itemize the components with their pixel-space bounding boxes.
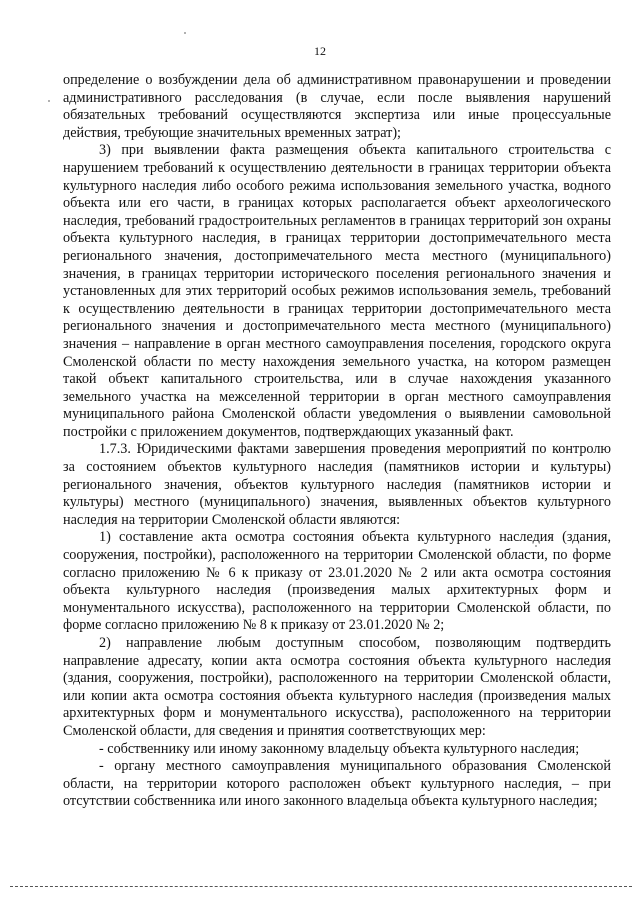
page-number: 12: [314, 44, 326, 58]
list-item-local-authority: - органу местного самоуправления муниципального образования Смоленской области, на территории которого расположен объект культурного наследия, – при отсутствии собственника или иного законного владельца объекта культурного наследия;: [63, 758, 611, 810]
scan-speck: [535, 545, 537, 547]
paragraph-continuation: определение о возбуждении дела об административном правонарушении и проведении административного расследования (в случае, если после выявления нарушений обязательных требований осуществляются экспертиза или иные процессуальные действия, требующие значительных временных затрат);: [63, 72, 611, 141]
paragraph-item-2: 2) направление любым доступным способом, позволяющим подтвердить направление адресату, копии акта осмотра состояния объекта культурного наследия (здания, сооружения, постройки), расположенного на территории Смоленской области, или копии акта осмотра состояния объекта культурного наследия (произведения малых архитектурных форм и монументального искусства), расположенного на территории Смоленской области, для сведения и принятия соответствующих мер:: [63, 635, 611, 739]
paragraph-item-3: 3) при выявлении факта размещения объекта капитального строительства с нарушением требований к осуществлению деятельности в границах территории объекта культурного наследия либо особого режима использования земельного участка, водного объекта или его части, в границах которых располагается объект археологического наследия, требований градостроительных регламентов в границах территорий зон охраны объекта культурного наследия, в границах территории достопримечательного места регионального значения, достопримечательного места местного (муниципального) значения, в границах территории исторического поселения регионального значения и установленных для этих территорий особых режимов использования земель, требований к осуществлению деятельности в границах территории достопримечательного места регионального значения и достопримечательного места местного (муниципального) значения – направление в орган местного самоуправления поселения, городского округа Смоленской области по месту нахождения земельного участка, на котором размещен такой объект капитального строительства, или в случае нахождения указанного земельного участка на межселенной территории в орган местного самоуправления муниципального района Смоленской области уведомления о выявлении самовольной постройки с приложением документов, подтверждающих указанный факт.: [63, 142, 611, 440]
paragraph-item-1: 1) составление акта осмотра состояния объекта культурного наследия (здания, сооружения, постройки), расположенного на территории Смоленской области, по форме согласно приложению № 6 к приказу от 23.01.2020 № 2 или акта осмотра состояния объекта культурного наследия (произведения малых архитектурных форм и монументального искусства), расположенного на территории Смоленской области, по форме согласно приложению № 8 к приказу от 23.01.2020 № 2;: [63, 529, 611, 634]
document-body: [63, 72, 611, 811]
paragraph-section-1-7-3: 1.7.3. Юридическими фактами завершения проведения мероприятий по контролю за состоянием объектов культурного наследия (памятников истории и культуры) регионального значения, объектов культурного наследия (памятников истории и культуры) местного (муниципального) значения, выявленных объектов культурного наследия на территории Смоленской области являются:: [63, 441, 611, 528]
scan-speck: [184, 32, 186, 34]
list-item-owner: - собственнику или иному законному владельцу объекта культурного наследия;: [99, 740, 580, 757]
scan-speck: [48, 100, 50, 102]
scan-edge-line: [10, 886, 632, 887]
